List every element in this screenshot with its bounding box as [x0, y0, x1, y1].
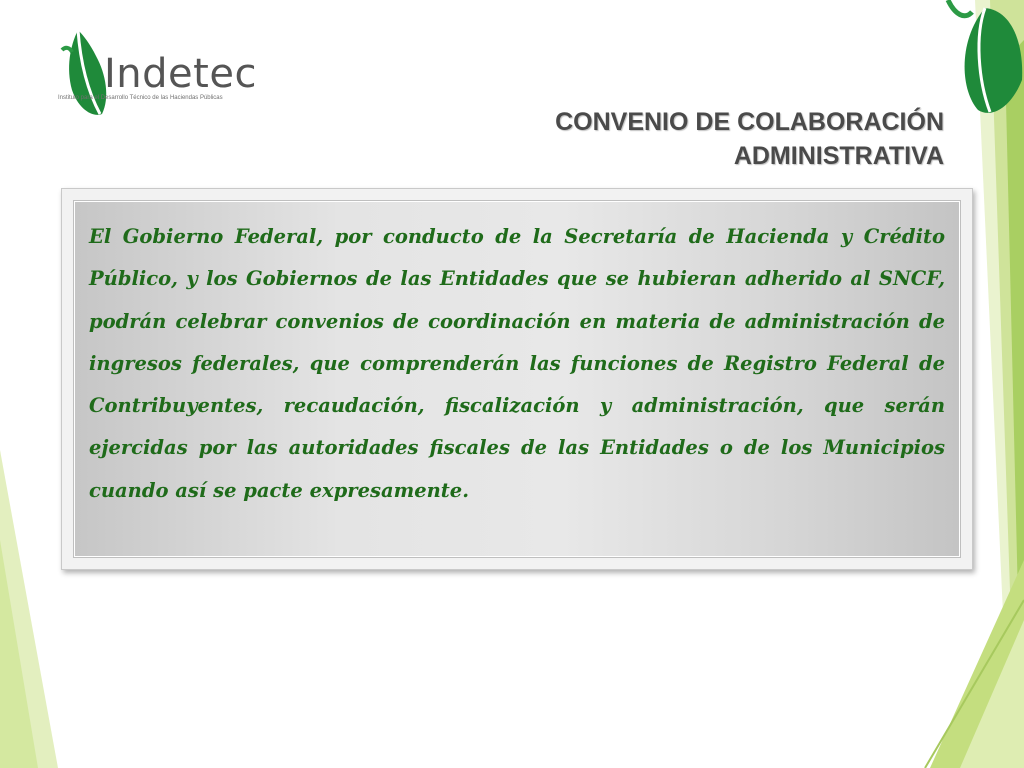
content-box: [61, 188, 973, 570]
title-line-1: CONVENIO DE COLABORACIÓN: [555, 108, 944, 136]
title-line-2: ADMINISTRATIVA: [733, 142, 944, 170]
body-paragraph: El Gobierno Federal, por conducto de la Secretaría de Hacienda y Crédito Público, y los Gobiernos de las Entidades que se hubieran adherido al SNCF, podrán celebrar convenios de coordinación en materia de administración de ingresos federales, que comprenderán las funciones de Registro Federal de Contribuyentes, recaudación, fiscalización y administración, que serán ejercidas por las autoridades fiscales de las Entidades o de los Municipios cuando así se pacte expresamente.: [89, 225, 945, 502]
leaf-icon: [58, 28, 110, 120]
logo-tagline: Instituto para el Desarrollo Técnico de las Haciendas Públicas: [58, 95, 223, 101]
content-box-inner: [74, 201, 960, 557]
page-title: [424, 105, 944, 173]
indetec-logo: [58, 28, 258, 120]
logo-wordmark: Indetec: [104, 51, 257, 97]
